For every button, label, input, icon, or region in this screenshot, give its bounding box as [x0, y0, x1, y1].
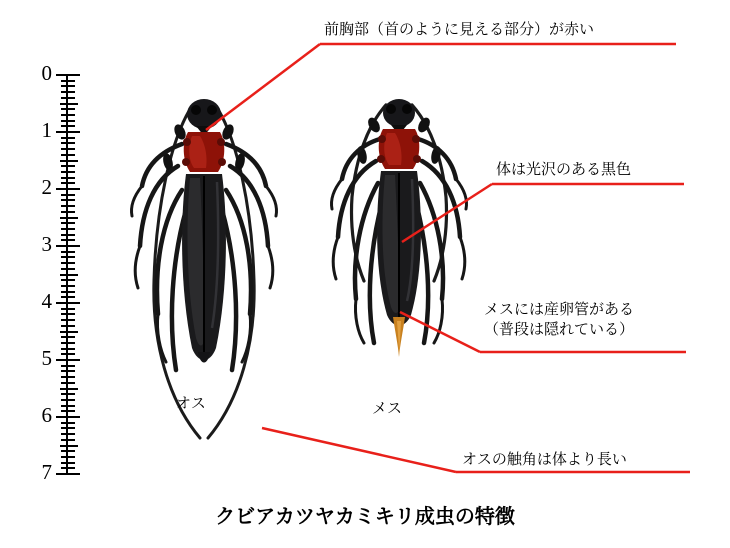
ruler-tick-minor	[61, 439, 75, 441]
ruler-tick-minor	[61, 228, 75, 230]
ruler-tick-minor	[61, 410, 75, 412]
ruler-tick-minor	[61, 97, 75, 99]
ruler-tick-minor	[61, 80, 75, 82]
ruler-label-3: 3	[41, 232, 52, 256]
ruler-tick-minor	[61, 319, 75, 321]
ruler-label-1: 1	[41, 118, 52, 142]
ruler-tick-major	[56, 416, 80, 418]
ruler-tick-minor	[61, 171, 75, 173]
ruler-tick-minor	[61, 313, 75, 315]
annotation-antennae-line1: オスの触角は体より長い	[462, 451, 627, 468]
ruler-tick-mid	[60, 388, 78, 390]
ruler-tick-major	[56, 74, 80, 76]
ruler-label-6: 6	[41, 403, 52, 427]
ruler-tick-minor	[61, 205, 75, 207]
figure-caption: クビアカツヤカミキリ成虫の特徴	[215, 506, 515, 528]
ruler-tick-minor	[61, 370, 75, 372]
ruler-tick-minor	[61, 262, 75, 264]
ruler-tick-minor	[61, 342, 75, 344]
specimen-male-label: オス	[176, 395, 206, 412]
ruler-tick-minor	[61, 296, 75, 298]
ruler-tick-minor	[61, 125, 75, 127]
annotation-pronotum-line1: 前胸部（首のように見える部分）が赤い	[324, 21, 595, 38]
ruler-tick-minor	[61, 336, 75, 338]
ruler-tick-minor	[61, 393, 75, 395]
ruler-tick-minor	[61, 211, 75, 213]
ruler-tick-mid	[60, 103, 78, 105]
ruler-tick-minor	[61, 182, 75, 184]
ruler-tick-minor	[61, 467, 75, 469]
ruler-tick-minor	[61, 85, 75, 87]
annotation-body-color-line1: 体は光沢のある黒色	[496, 161, 632, 178]
ruler-tick-minor	[61, 199, 75, 201]
female-beetle-illustration	[320, 75, 480, 415]
ruler-tick-minor	[61, 427, 75, 429]
ruler-tick-minor	[61, 456, 75, 458]
ruler-tick-minor	[61, 433, 75, 435]
annotation-ovipositor	[484, 300, 634, 341]
ruler-tick-mid	[60, 217, 78, 219]
ruler-tick-minor	[61, 251, 75, 253]
annotation-ovipositor-line1: メスには産卵管がある	[484, 301, 635, 318]
ruler-tick-mid	[60, 331, 78, 333]
ruler-label-0: 0	[41, 61, 52, 85]
ruler-tick-mid	[60, 274, 78, 276]
annotation-pronotum	[324, 20, 594, 40]
ruler-tick-minor	[61, 399, 75, 401]
ruler-tick-minor	[61, 348, 75, 350]
ruler-tick-minor	[61, 291, 75, 293]
ruler-tick-minor	[61, 376, 75, 378]
ruler-tick-minor	[61, 154, 75, 156]
ruler-tick-major	[56, 302, 80, 304]
ruler-tick-minor	[61, 382, 75, 384]
specimen-male	[120, 70, 290, 460]
ruler-tick-minor	[61, 120, 75, 122]
ruler-tick-mid	[60, 445, 78, 447]
ruler-tick-minor	[61, 450, 75, 452]
ruler-tick-minor	[61, 108, 75, 110]
ruler-tick-minor	[61, 285, 75, 287]
ruler-tick-minor	[61, 279, 75, 281]
ruler-tick-minor	[61, 462, 75, 464]
ruler-tick-minor	[61, 239, 75, 241]
ruler-tick-minor	[61, 325, 75, 327]
ruler-tick-minor	[61, 148, 75, 150]
leader-line-antennae	[262, 428, 456, 472]
ruler-label-7: 7	[41, 460, 52, 484]
ruler-tick-minor	[61, 91, 75, 93]
annotation-body-color	[496, 160, 631, 180]
ruler-label-5: 5	[41, 346, 52, 370]
ruler-tick-minor	[61, 137, 75, 139]
ruler-tick-minor	[61, 194, 75, 196]
ruler-tick-major	[56, 359, 80, 361]
ruler-tick-minor	[61, 353, 75, 355]
ruler-tick-minor	[61, 422, 75, 424]
ruler-tick-major	[56, 188, 80, 190]
ruler-label-4: 4	[41, 289, 52, 313]
specimen-female	[320, 75, 480, 415]
ruler-tick-minor	[61, 142, 75, 144]
scale-ruler	[30, 60, 90, 484]
ruler-tick-minor	[61, 256, 75, 258]
ruler-label-2: 2	[41, 175, 52, 199]
ruler-tick-major	[56, 473, 80, 475]
ruler-tick-major	[56, 131, 80, 133]
ruler-tick-minor	[61, 405, 75, 407]
ruler-tick-minor	[61, 114, 75, 116]
ruler-tick-minor	[61, 222, 75, 224]
ruler-tick-minor	[61, 165, 75, 167]
ruler-tick-minor	[61, 234, 75, 236]
specimen-female-label: メス	[372, 400, 403, 417]
ruler-tick-minor	[61, 365, 75, 367]
annotation-antennae	[462, 450, 627, 470]
annotation-ovipositor-line2: （普段は隠れている）	[484, 321, 635, 339]
ruler-tick-minor	[61, 177, 75, 179]
ruler-tick-mid	[60, 160, 78, 162]
ruler-tick-minor	[61, 308, 75, 310]
ruler-tick-major	[56, 245, 80, 247]
ruler-tick-minor	[61, 268, 75, 270]
